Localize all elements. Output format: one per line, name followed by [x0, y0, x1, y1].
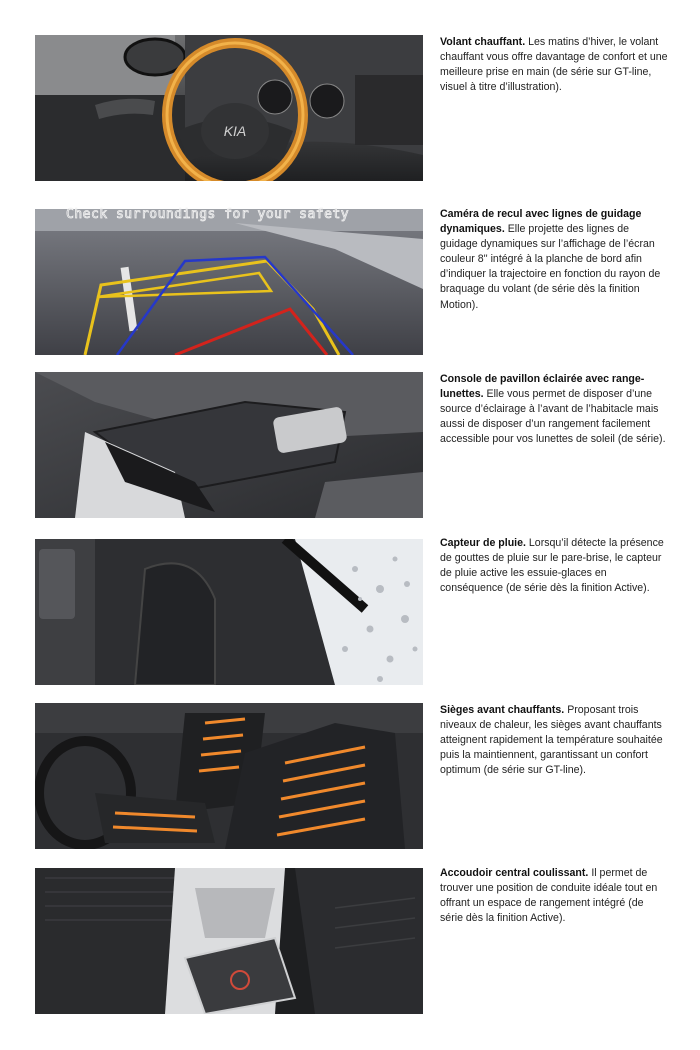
feature-title: Accoudoir central coulissant. — [440, 867, 589, 879]
feature-text: Il permet de trouver une position de conduite idéale tout en offrant un espace de rangement intégré (de série dès la finition Active). — [440, 867, 658, 925]
feature-rain-sensor — [0, 536, 700, 686]
feature-sliding-armrest — [0, 866, 700, 1016]
feature-title: Caméra de recul avec lignes de guidage dynamiques. — [440, 208, 642, 236]
heated-steering-wheel-photo — [35, 35, 423, 181]
feature-text: Proposant trois niveaux de chaleur, les sièges avant chauffants atteignent rapidement la température souhaitée puis la maintiennent, garantissant un confort optimum (de série sur GT-line). — [440, 704, 663, 777]
feature-description — [440, 536, 668, 596]
feature-description — [440, 703, 668, 778]
feature-title: Volant chauffant. — [440, 36, 526, 48]
feature-description — [440, 372, 668, 447]
feature-text: Les matins d’hiver, le volant chauffant vous offre davantage de confort et une meilleure prise en main (de série sur GT-line, visuel à titre d’illustration). — [440, 36, 668, 94]
overhead-console-photo — [35, 372, 423, 518]
feature-text: Lorsqu’il détecte la présence de gouttes de pluie sur le pare-brise, le capteur de pluie active les essuie-glaces en conséquence (de série dès la finition Active). — [440, 537, 664, 595]
feature-description — [440, 207, 668, 313]
feature-heated-steering-wheel — [0, 35, 700, 185]
feature-title: Sièges avant chauffants. — [440, 704, 565, 716]
feature-description — [440, 866, 668, 926]
feature-title: Console de pavillon éclairée avec range-lunettes. — [440, 373, 645, 401]
heated-seats-photo — [35, 703, 423, 849]
rear-camera-photo — [35, 209, 423, 355]
feature-description — [440, 35, 668, 95]
feature-heated-seats — [0, 703, 700, 853]
feature-rear-camera — [0, 207, 700, 357]
feature-text: Elle projette des lignes de guidage dynamiques sur l’affichage de l’écran couleur 8'' intégré à la planche de bord afin d’indiquer la trajectoire en fonction du rayon de braquage du volant (de série dès la finition Motion). — [440, 223, 661, 311]
camera-overlay-text: Check surroundings for your safety — [66, 207, 350, 222]
feature-overhead-console — [0, 372, 700, 522]
feature-title: Capteur de pluie. — [440, 537, 526, 549]
kia-logo: KIA — [223, 123, 247, 139]
rain-sensor-photo — [35, 539, 423, 685]
feature-text: Elle vous permet de disposer d’une source d’éclairage à l’avant de l’habitacle mais aussi de disposer d’un rangement facilement accessible pour vos lunettes de soleil (de série). — [440, 388, 666, 446]
sliding-armrest-photo — [35, 868, 423, 1014]
